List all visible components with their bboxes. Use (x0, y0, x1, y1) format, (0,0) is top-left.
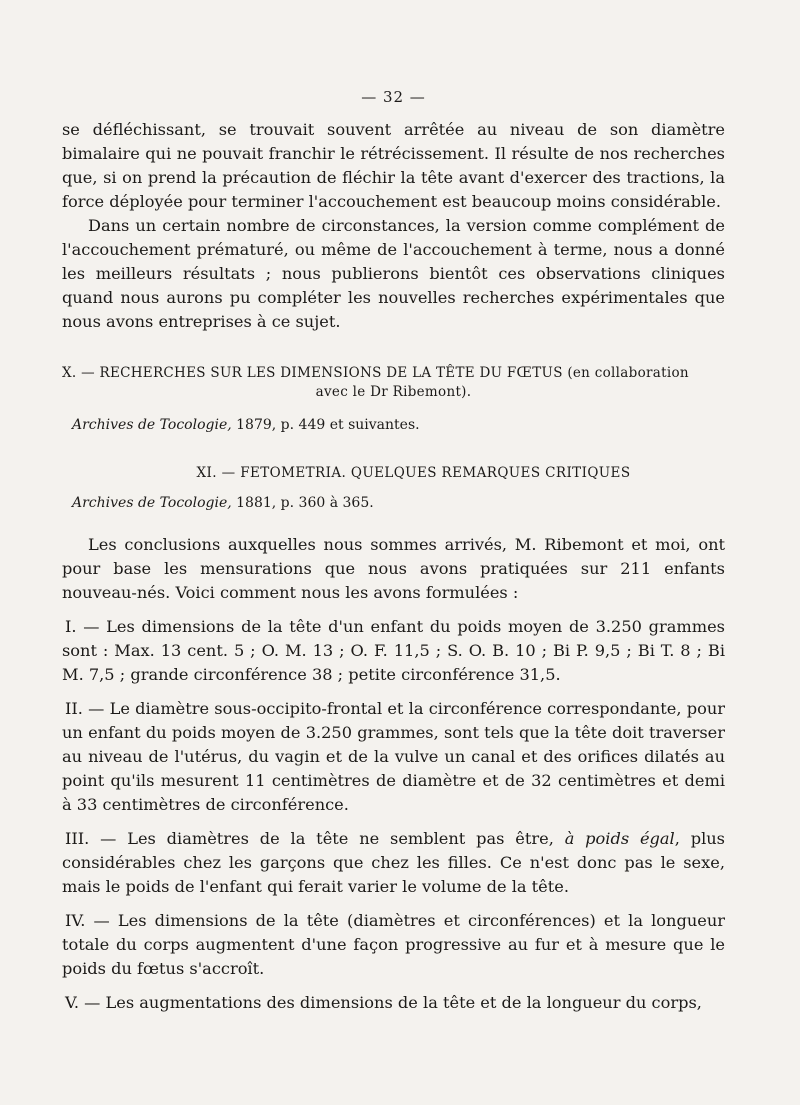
section-x-citation-details: 1879, p. 449 et suivantes. (231, 417, 420, 433)
section-x-heading-line2: avec le Dr Ribemont). (315, 384, 472, 400)
section-xi-citation-journal: Archives de Tocologie, (72, 495, 232, 511)
conclusion-number: V. (65, 993, 80, 1012)
section-xi-intro: Les conclusions auxquelles nous sommes arrivés, M. Ribemont et moi, ont pour base les mensurations que nous avons pratiquées sur 211 enfants nouveau-nés. Voici comment nous les avons formulées : (62, 535, 725, 602)
conclusion-number: II. (65, 699, 83, 718)
conclusion-number: I. (65, 617, 77, 636)
conclusion-text-after: , plus considérables chez les garçons que chez les filles. Ce n'est donc pas le sexe, mais le poids de l'enfant qui ferait varier le volume de la tête. (62, 829, 725, 896)
section-x-heading-line1: X. — RECHERCHES SUR LES DIMENSIONS DE LA TÊTE DU FŒTUS (en collaboration (62, 365, 689, 381)
section-x-heading (62, 364, 725, 402)
conclusion-emphasis: à poids égal (564, 829, 675, 848)
conclusion-text: — Le diamètre sous-occipito-frontal et la circonférence correspondante, pour un enfant du poids moyen de 3.250 grammes, sont tels que la tête doit traverser au niveau de l'utérus, du vagin et de la vulve un canal et des orifices dilatés au point qu'ils mesurent 11 centimètres de diamètre et de 32 centimètres et demi à 33 centimètres de circonférence. (62, 699, 725, 814)
conclusion-number: IV. (65, 911, 86, 930)
conclusion-text: — Les augmentations des dimensions de la tête et de la longueur du corps, (79, 993, 702, 1012)
section-xi-heading: XI. — FETOMETRIA. QUELQUES REMARQUES CRITIQUES (196, 465, 631, 481)
conclusion-item-1 (62, 615, 725, 687)
section-xi-citation (62, 493, 725, 513)
second-paragraph: Dans un certain nombre de circonstances, la version comme complément de l'accouchement prématuré, ou même de l'accouchement à terme, nous a donné les meilleurs résultats ; nous publierons bientôt ces observations cliniques quand nous aurons pu compléter les nouvelles recherches expérimentales que nous avons entreprises à ce sujet. (62, 216, 725, 331)
page-number: — 32 — (361, 88, 426, 106)
section-x-citation (62, 415, 725, 435)
conclusion-item-5 (62, 991, 725, 1015)
conclusion-text: — Les dimensions de la tête (diamètres et circonférences) et la longueur totale du corps augmentent d'une façon progressive au fur et à mesure que le poids du fœtus s'accroît. (62, 911, 725, 978)
conclusion-item-3 (62, 827, 725, 899)
conclusion-number: III. (65, 829, 90, 848)
section-xi-citation-details: 1881, p. 360 à 365. (231, 495, 374, 511)
intro-paragraph: se défléchissant, se trouvait souvent arrêtée au niveau de son diamètre bimalaire qui ne pouvait franchir le rétrécissement. Il résulte de nos recherches que, si on prend la précaution de fléchir la tête avant d'exercer des tractions, la force déployée pour terminer l'accouchement est beaucoup moins considérable. (62, 120, 725, 211)
conclusion-item-2 (62, 697, 725, 817)
conclusion-item-4 (62, 909, 725, 981)
conclusion-text-before: — Les diamètres de la tête ne semblent pas être, (89, 829, 565, 848)
document-page (62, 88, 725, 1015)
section-x-citation-journal: Archives de Tocologie, (72, 417, 232, 433)
conclusion-text: — Les dimensions de la tête d'un enfant du poids moyen de 3.250 grammes sont : Max. 13 cent. 5 ; O. M. 13 ; O. F. 11,5 ; S. O. B. 10 ; Bi P. 9,5 ; Bi T. 8 ; Bi M. 7,5 ; grande circonférence 38 ; petite circonférence 31,5. (62, 617, 725, 684)
